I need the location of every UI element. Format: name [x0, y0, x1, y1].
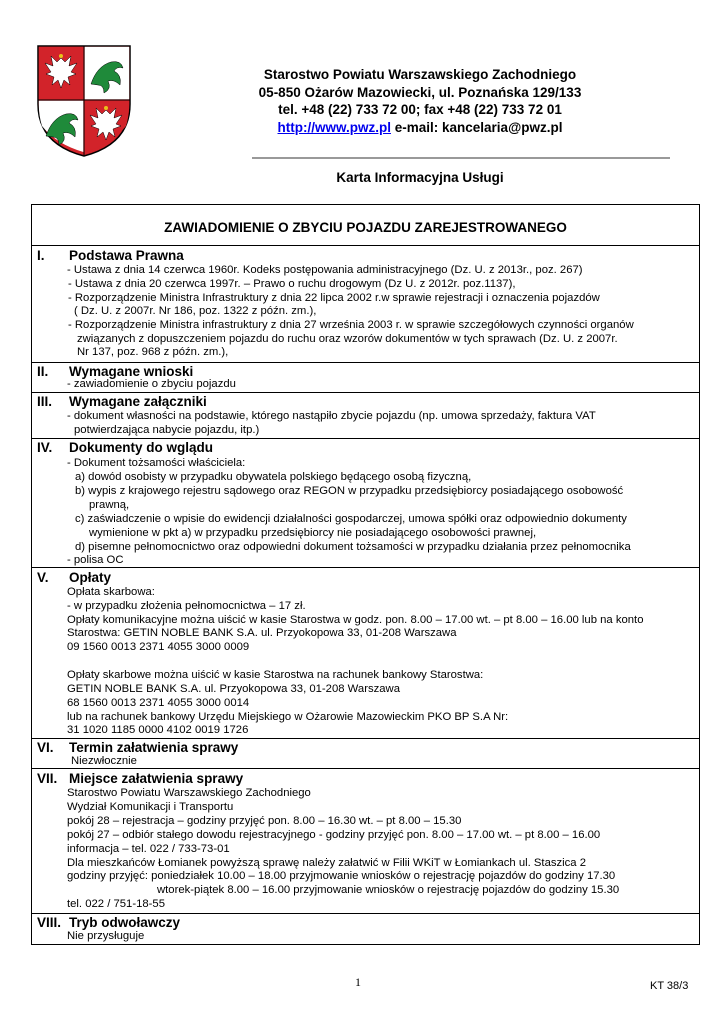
text-line: Nie przysługuje: [67, 930, 145, 942]
list-item: - zawiadomienie o zbyciu pojazdu: [67, 378, 236, 390]
text-line: informacja – tel. 022 / 733-73-01: [67, 843, 230, 855]
coat-of-arms-emblem: [36, 44, 132, 158]
text-line: Opłaty skarbowe można uiścić w kasie Starostwa na rachunek bankowy Starostwa:: [67, 669, 484, 681]
org-address: 05-850 Ożarów Mazowiecki, ul. Poznańska 129/133: [258, 84, 582, 100]
text-line: godziny przyjęć: poniedziałek 10.00 – 18.00 przyjmowanie wniosków o rejestrację pojazdów do godziny 17.30: [67, 870, 616, 882]
list-item: ( Dz. U. z 2007r. Nr 186, poz. 1322 z późn. zm.),: [74, 305, 317, 317]
service-title: ZAWIADOMIENIE O ZBYCIU POJAZDU ZAREJESTROWANEGO: [164, 220, 567, 235]
list-item: - Rozporządzenie Ministra Infrastruktury z dnia 22 lipca 2002 r.w sprawie rejestracji i oznaczenia pojazdów: [68, 292, 600, 304]
text-line: pokój 28 – rejestracja – godziny przyjęć pon. 8.00 – 16.30 wt. – pt 8.00 – 15.30: [67, 815, 462, 827]
list-item: - dokument własności na podstawie, którego nastąpiło zbycie pojazdu (np. umowa sprzedaży, faktura VAT: [67, 410, 596, 422]
page-number: 1: [355, 975, 361, 989]
section-heading-required-forms: II. Wymagane wnioski: [37, 364, 194, 379]
text-line: pokój 27 – odbiór stałego dowodu rejestracyjnego - godziny przyjęć pon. 8.00 – 17.00 wt. – pt 8.00 – 16.00: [67, 829, 601, 841]
list-item: a) dowód osobisty w przypadku obywatela polskiego będącego osobą fizyczną,: [75, 471, 472, 483]
section-heading-deadline: VI. Termin załatwienia sprawy: [37, 740, 239, 755]
section-divider: [31, 567, 700, 568]
text-line: Wydział Komunikacji i Transportu: [67, 801, 234, 813]
header-divider: [252, 157, 670, 159]
website-link[interactable]: http://www.pwz.pl: [277, 119, 391, 135]
section-heading-documents: IV. Dokumenty do wglądu: [37, 440, 214, 455]
list-item: b) wypis z krajowego rejestru sądowego oraz REGON w przypadku przedsiębiorcy posiadającego osobowość: [75, 485, 624, 497]
list-item: c) zaświadczenie o wpisie do ewidencji działalności gospodarczej, umowa spółki oraz odpowiednio dokumenty: [75, 513, 627, 525]
text-line: Opłata skarbowa:: [67, 586, 155, 598]
list-item: - Rozporządzenie Ministra infrastruktury z dnia 27 września 2003 r. w sprawie szczegółowych czynności organów: [68, 319, 634, 331]
section-heading-appeal: VIII. Tryb odwoławczy: [37, 915, 181, 930]
list-item: - Ustawa z dnia 14 czerwca 1960r. Kodeks postępowania administracyjnego (Dz. U. z 2013r., poz. 267): [67, 264, 583, 276]
section-divider: [31, 392, 700, 393]
letterhead: [190, 66, 650, 136]
text-line: Starostwa: GETIN NOBLE BANK S.A. ul. Przyokopowa 33, 01-208 Warszawa: [67, 627, 457, 639]
section-heading-legal-basis: I. Podstawa Prawna: [37, 248, 184, 263]
section-divider: [31, 362, 700, 363]
org-name: Starostwo Powiatu Warszawskiego Zachodniego: [263, 67, 577, 82]
list-item: związanych z dopuszczeniem pojazdu do ruchu oraz wzorów dokumentów w tych sprawach (Dz. U. z 2007r.: [77, 333, 618, 345]
text-line: Dla mieszkańców Łomianek powyższą sprawę należy załatwić w Filii WKiT w Łomiankach ul. Staszica 2: [67, 857, 587, 869]
text-line: - w przypadku złożenia pełnomocnictwa – 17 zł.: [67, 600, 306, 612]
section-heading-attachments: III. Wymagane załączniki: [37, 394, 207, 409]
list-item: - Ustawa z dnia 20 czerwca 1997r. – Prawo o ruchu drogowym (Dz U. z 2012r. poz.1137),: [68, 278, 516, 290]
org-phone: tel. +48 (22) 733 72 00; fax +48 (22) 733 72 01: [278, 102, 562, 117]
section-divider: [31, 913, 700, 914]
section-divider: [31, 438, 700, 439]
list-item: Nr 137, poz. 968 z późn. zm.),: [77, 346, 229, 358]
list-item: d) pisemne pełnomocnictwo oraz odpowiedni dokument tożsamości w przypadku działania przez pełnomocnika: [75, 541, 631, 553]
text-line: 09 1560 0013 2371 4055 3000 0009: [67, 641, 250, 653]
card-subtitle: Karta Informacyjna Usługi: [336, 170, 504, 185]
list-item: - Dokument tożsamości właściciela:: [67, 457, 246, 469]
list-item: wymienione w pkt a) w przypadku przedsiębiorcy nie posiadającego osobowości prawnej,: [89, 527, 537, 539]
section-divider: [31, 738, 700, 739]
text-line: Opłaty komunikacyjne można uiścić w kasie Starostwa w godz. pon. 8.00 – 17.00 wt. – pt 8.00 – 16.00 lub na konto: [67, 614, 644, 626]
text-line: Niezwłocznie: [71, 755, 137, 767]
org-contact: [190, 119, 650, 137]
section-heading-location: VII. Miejsce załatwienia sprawy: [37, 771, 244, 786]
list-item: - polisa OC: [67, 554, 124, 566]
list-item: prawną,: [89, 499, 130, 511]
text-line: 31 1020 1185 0000 4102 0019 1726: [67, 724, 249, 736]
text-line: 68 1560 0013 2371 4055 3000 0014: [67, 697, 250, 709]
text-line: wtorek-piątek 8.00 – 16.00 przyjmowanie wniosków o rejestrację pojazdów do godziny 15.30: [157, 884, 620, 896]
text-line: Starostwo Powiatu Warszawskiego Zachodniego: [67, 787, 311, 799]
email-text: e-mail: kancelaria@pwz.pl: [391, 119, 563, 135]
text-line: GETIN NOBLE BANK S.A. ul. Przyokopowa 33, 01-208 Warszawa: [67, 683, 400, 695]
section-divider: [31, 245, 700, 246]
section-heading-fees: V. Opłaty: [37, 570, 112, 585]
list-item: potwierdzająca nabycie pojazdu, itp.): [74, 424, 260, 436]
text-line: lub na rachunek bankowy Urzędu Miejskiego w Ożarowie Mazowieckim PKO BP S.A Nr:: [67, 711, 509, 723]
document-code: KT 38/3: [650, 980, 689, 992]
text-line: tel. 022 / 751-18-55: [67, 898, 165, 910]
